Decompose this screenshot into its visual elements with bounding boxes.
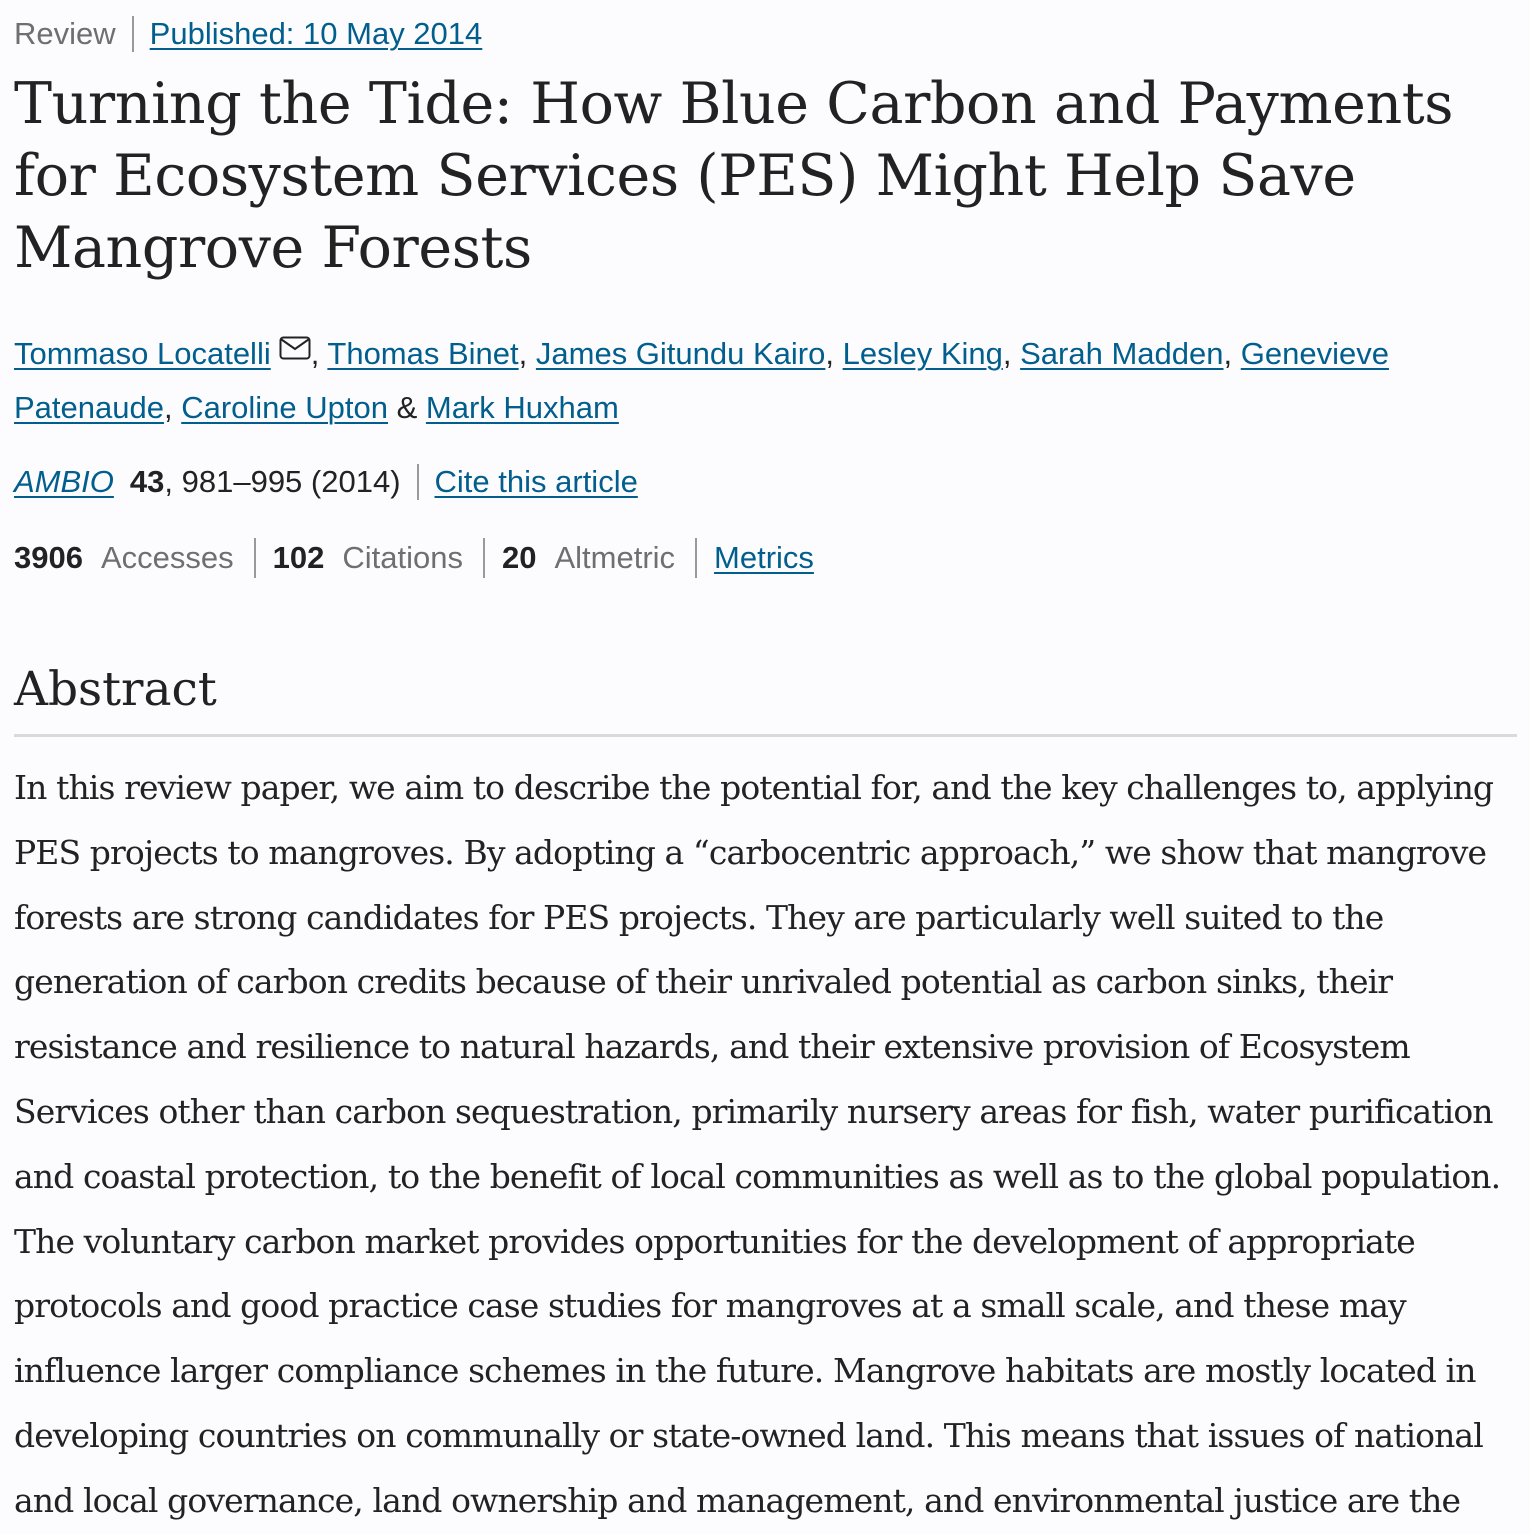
section-divider [14, 734, 1517, 737]
meta-divider [132, 16, 134, 52]
journal-pages-year: , 981–995 (2014) [164, 464, 401, 499]
journal-volume: 43 [129, 464, 165, 499]
author-separator: & [388, 390, 426, 425]
metrics-link[interactable]: Metrics [714, 540, 814, 575]
article-type: Review [14, 16, 116, 51]
author-list [14, 323, 1517, 435]
author-link[interactable]: Sarah Madden [1020, 336, 1224, 371]
citations-label: Citations [342, 540, 463, 575]
article-title: Turning the Tide: How Blue Carbon and Payments for Ecosystem Services (PES) Might Help Save Mangrove Forests [14, 71, 1454, 281]
author-link[interactable]: James Gitundu Kairo [535, 336, 826, 371]
journal-divider [417, 464, 419, 500]
author-separator: , [310, 336, 328, 371]
author-link[interactable]: Thomas Binet [327, 336, 519, 371]
altmetric-label: Altmetric [554, 540, 676, 575]
journal-citation [14, 462, 638, 502]
metrics-divider [695, 538, 697, 578]
envelope-icon[interactable] [279, 323, 311, 377]
published-date-link[interactable]: Published: 10 May 2014 [149, 16, 483, 51]
article-meta [14, 14, 482, 54]
author-link[interactable]: Tommaso Locatelli [14, 336, 271, 371]
author-separator: , [1002, 336, 1021, 371]
author-separator: , [825, 336, 843, 371]
cite-article-link[interactable]: Cite this article [434, 464, 638, 499]
citations-count: 102 [272, 540, 325, 575]
metrics-divider [254, 538, 256, 578]
journal-name-link[interactable]: AMBIO [14, 464, 114, 499]
accesses-count: 3906 [14, 540, 83, 575]
author-separator: , [163, 390, 182, 425]
author-separator: , [1223, 336, 1241, 371]
author-separator: , [518, 336, 536, 371]
author-link[interactable]: Lesley King [842, 336, 1003, 371]
abstract-body: In this review paper, we aim to describe the potential for, and the key challenges to, applying PES projects to mangroves. By adopting a “carbocentric approach,” we show that mangrove forests are strong candidates for PES projects. They are particularly well suited to the generation of carbon credits because of their unrivaled potential as carbon sinks, their resistance and resilience to natural hazards, and their extensive provision of Ecosystem Services other than carbon sequestration, primarily nursery areas for fish, water purification and coastal protection, to the benefit of local communities as well as to the global population. The voluntary carbon market provides opportunities for the development of appropriate protocols and good practice case studies for mangroves at a small scale, and these may influence larger compliance schemes in the future. Mangrove habitats are mostly located in developing countries on communally or state-owned land. This means that issues of national and local governance, land ownership and management, and environmental justice are the [14, 768, 1501, 1520]
accesses-label: Accesses [100, 540, 234, 575]
author-link[interactable]: Caroline Upton [181, 390, 389, 425]
author-link[interactable]: Genevieve Patenaude [14, 336, 1389, 425]
metrics-divider [483, 538, 485, 578]
abstract-heading: Abstract [14, 662, 217, 717]
author-link[interactable]: Mark Huxham [425, 390, 619, 425]
article-metrics [14, 538, 814, 578]
altmetric-count: 20 [501, 540, 537, 575]
